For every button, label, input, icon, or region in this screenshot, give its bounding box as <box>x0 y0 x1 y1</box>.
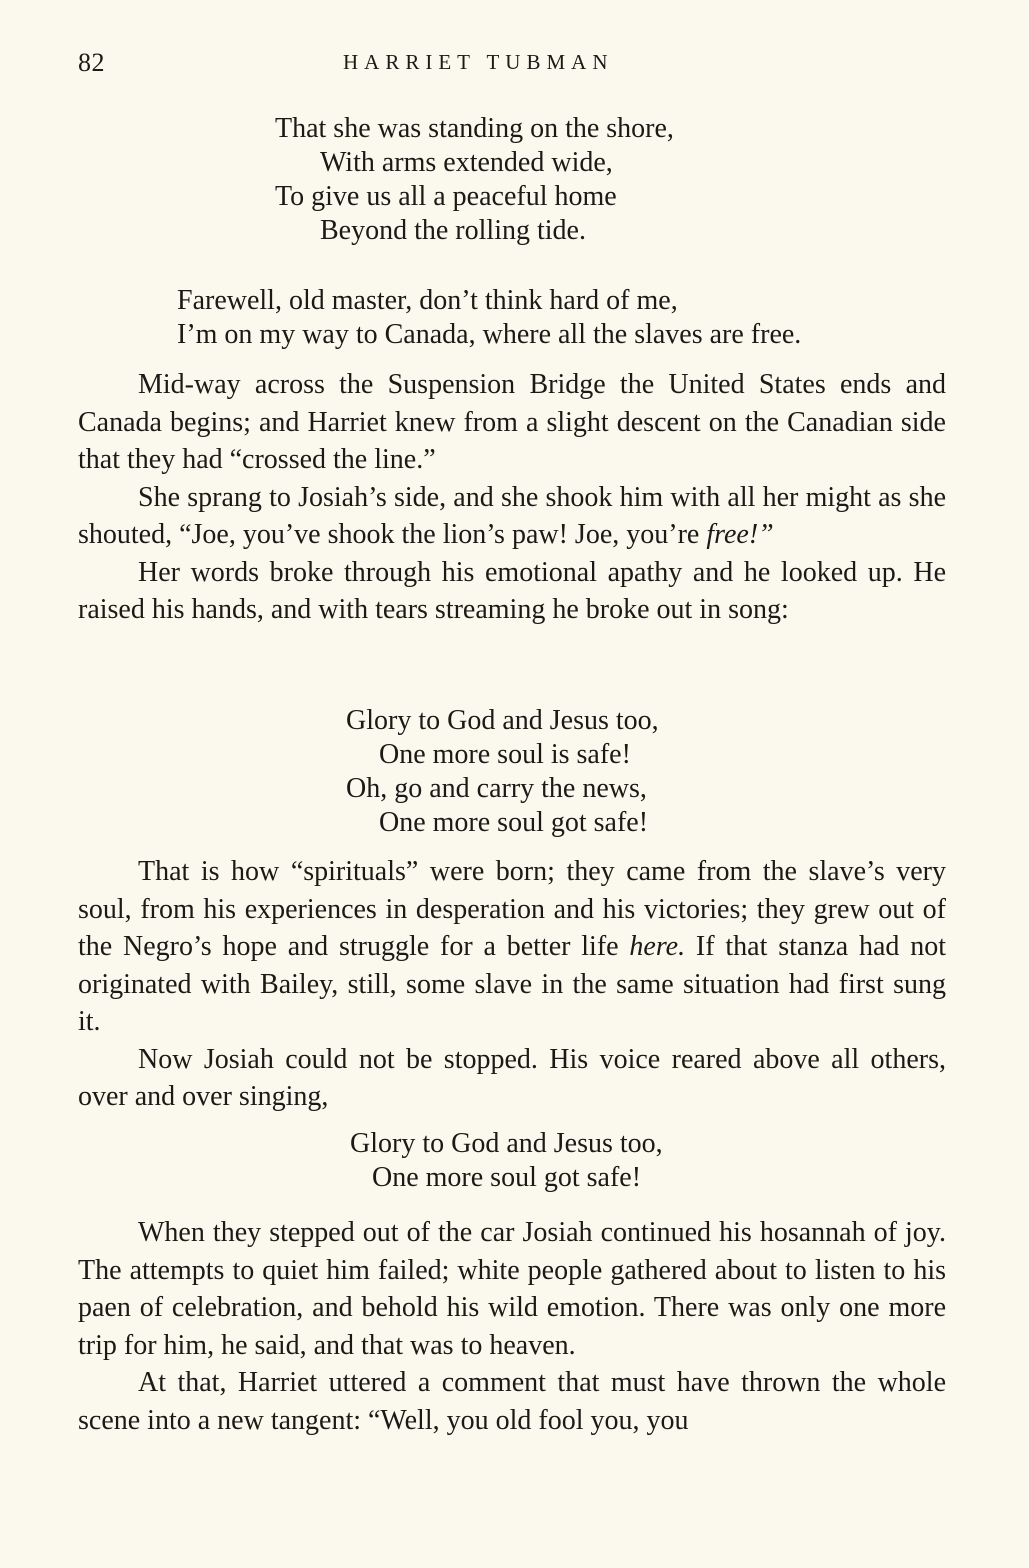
emphasis-text: free!” <box>706 519 774 550</box>
paragraph: Mid-way across the Suspension Bridge the United States ends and Canada begins; and Harriet knew from a slight descent on the Canadian side that they had “crossed the line.” <box>78 369 946 475</box>
verse-line: Oh, go and carry the news, <box>346 773 647 804</box>
verse-line: That she was standing on the shore, <box>275 113 674 144</box>
paragraph <box>78 853 946 1041</box>
emphasis-text: here. <box>629 931 686 962</box>
prose-block-spirituals <box>78 853 946 1116</box>
paragraph: Now Josiah could not be stopped. His voice reared above all others, over and over singing, <box>78 1043 946 1112</box>
verse-line: One more soul got safe! <box>372 1162 642 1193</box>
paragraph: Her words broke through his emotional apathy and he looked up. He raised his hands, and with tears streaming he broke out in song: <box>78 556 946 625</box>
verse-line: Glory to God and Jesus too, <box>346 705 659 736</box>
verse-farewell <box>177 284 801 352</box>
verse-glory-repeat <box>350 1127 663 1195</box>
page-number: 82 <box>78 48 105 77</box>
verse-line: One more soul got safe! <box>379 807 649 838</box>
verse-line: Beyond the rolling tide. <box>320 215 586 246</box>
paragraph-text: That is how “spirituals” were born; they came from the slave’s very soul, from his experiences in desperation and his victories; they grew out of the Negro’s hope and struggle for a better life <box>78 856 946 962</box>
verse-line: One more soul is safe! <box>379 739 631 770</box>
verse-shore <box>275 112 674 248</box>
paragraph <box>78 479 946 554</box>
verse-line: With arms extended wide, <box>320 147 613 178</box>
running-title: HARRIET TUBMAN <box>343 50 614 74</box>
verse-line: I’m on my way to Canada, where all the slaves are free. <box>177 319 802 350</box>
prose-block-bridge <box>78 366 946 629</box>
paragraph-text: She sprang to Josiah’s side, and she shook him with all her might as she shouted, “Joe, you’ve shook the lion’s paw! Joe, you’re <box>78 481 946 550</box>
prose-block-hosannah <box>78 1214 946 1439</box>
paragraph: When they stepped out of the car Josiah continued his hosannah of joy. The attempts to quiet him failed; white people gathered about to listen to his paen of celebration, and behold his wild emotion. There was only one more trip for him, he said, and that was to heaven. <box>78 1217 946 1361</box>
paragraph: At that, Harriet uttered a comment that must have thrown the whole scene into a new tangent: “Well, you old fool you, you <box>78 1367 946 1436</box>
running-head <box>78 48 950 82</box>
verse-line: Glory to God and Jesus too, <box>350 1128 663 1159</box>
verse-glory <box>346 704 659 840</box>
verse-line: Farewell, old master, don’t think hard of me, <box>177 285 678 316</box>
paragraph-text: If that stanza had not originated with Bailey, still, some slave in the same situation had first sung it. <box>78 931 946 1037</box>
verse-line: To give us all a peaceful home <box>275 181 617 212</box>
